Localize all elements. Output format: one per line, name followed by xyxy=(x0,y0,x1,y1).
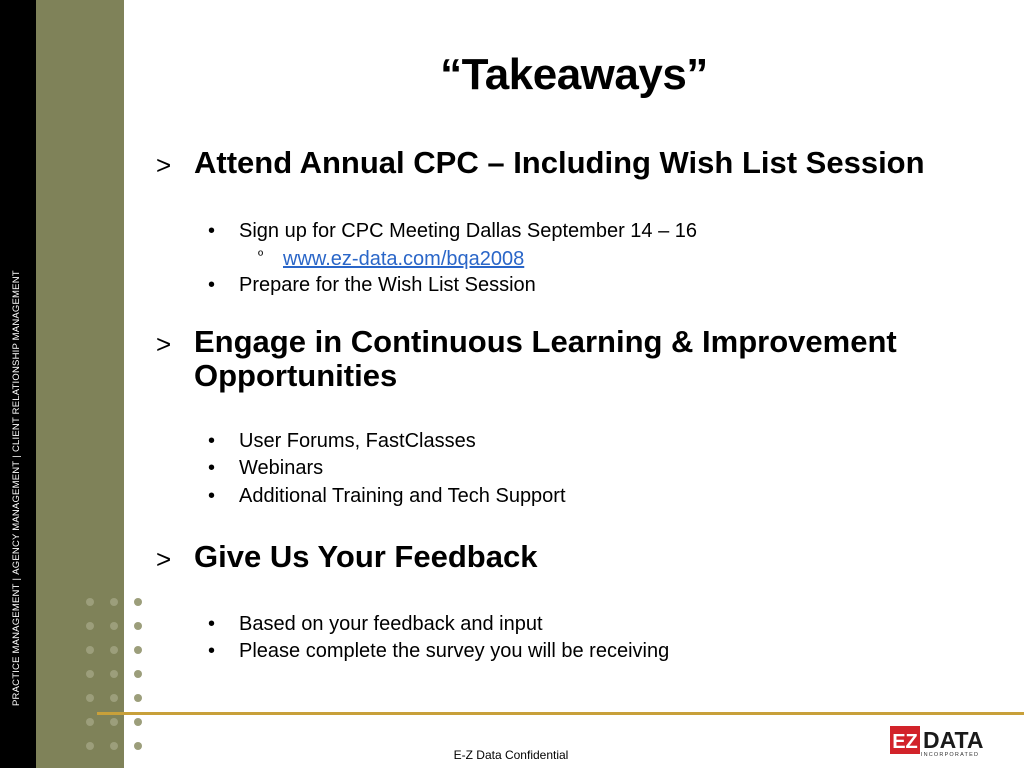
decorative-dot xyxy=(134,598,142,606)
bullet-text: Based on your feedback and input xyxy=(239,613,543,635)
decorative-dot xyxy=(110,718,118,726)
logo-ez-text: EZ xyxy=(892,731,918,753)
decorative-dot xyxy=(110,646,118,654)
bullet-text: Additional Training and Tech Support xyxy=(239,485,566,507)
decorative-dot xyxy=(110,622,118,630)
decorative-dot xyxy=(134,694,142,702)
logo-incorporated-text: INCORPORATED xyxy=(920,752,980,758)
ez-data-logo xyxy=(890,724,1008,758)
decorative-dot xyxy=(86,622,94,630)
decorative-dot xyxy=(134,622,142,630)
decorative-dot xyxy=(110,694,118,702)
decorative-dot xyxy=(134,670,142,678)
vertical-text-client-relationship-management: CLIENT RELATIONSHIP MANAGEMENT xyxy=(11,270,22,453)
decorative-dot-grid xyxy=(86,598,158,758)
vertical-text-separator: | xyxy=(11,455,22,458)
bullet-icon: • xyxy=(208,220,216,242)
left-olive-bar xyxy=(36,0,124,768)
chevron-marker-icon: > xyxy=(156,544,172,574)
chevron-marker-icon: > xyxy=(156,150,172,180)
vertical-text-agency-management: AGENCY MANAGEMENT xyxy=(11,460,22,575)
logo-data-text: DATA xyxy=(923,727,984,753)
heading-text: Attend Annual CPC – Including Wish List Session xyxy=(194,145,925,180)
decorative-dot xyxy=(110,670,118,678)
bullet-text: Please complete the survey you will be receiving xyxy=(239,640,670,662)
decorative-dot xyxy=(110,598,118,606)
bullet-text: User Forums, FastClasses xyxy=(239,430,476,452)
slide-title: “Takeaways” xyxy=(440,50,708,99)
bullet-icon: • xyxy=(208,457,216,479)
decorative-dot xyxy=(110,742,118,750)
heading-text: Engage in Continuous Learning & Improvement Opportunities xyxy=(194,324,897,393)
vertical-text-separator: | xyxy=(11,577,22,581)
decorative-dot xyxy=(134,742,142,750)
registration-link[interactable]: www.ez-data.com/bqa2008 xyxy=(283,248,525,270)
decorative-dot xyxy=(134,646,142,654)
sidebar-vertical-text xyxy=(11,236,22,706)
decorative-dot xyxy=(134,718,142,726)
decorative-dot xyxy=(86,718,94,726)
heading-text: Give Us Your Feedback xyxy=(194,539,538,574)
bullet-icon: • xyxy=(208,613,216,635)
bullet-icon: • xyxy=(208,485,216,507)
bullet-text: Sign up for CPC Meeting Dallas September 14 – 16 xyxy=(239,220,698,242)
bullet-icon: • xyxy=(208,640,216,662)
footer-divider xyxy=(97,712,1024,715)
sub-bullet-icon: º xyxy=(258,247,264,263)
decorative-dot xyxy=(86,742,94,750)
footer-confidential: E-Z Data Confidential xyxy=(453,748,569,762)
bullet-icon: • xyxy=(208,430,216,452)
decorative-dot xyxy=(86,670,94,678)
left-black-bar xyxy=(0,0,36,768)
vertical-text-practice-management: PRACTICE MANAGEMENT xyxy=(11,583,22,706)
chevron-marker-icon: > xyxy=(156,329,172,359)
bullet-text: Prepare for the Wish List Session xyxy=(239,274,536,296)
bullet-text: Webinars xyxy=(239,457,324,479)
decorative-dot xyxy=(86,646,94,654)
bullet-icon: • xyxy=(208,274,216,296)
decorative-dot xyxy=(86,598,94,606)
decorative-dot xyxy=(86,694,94,702)
